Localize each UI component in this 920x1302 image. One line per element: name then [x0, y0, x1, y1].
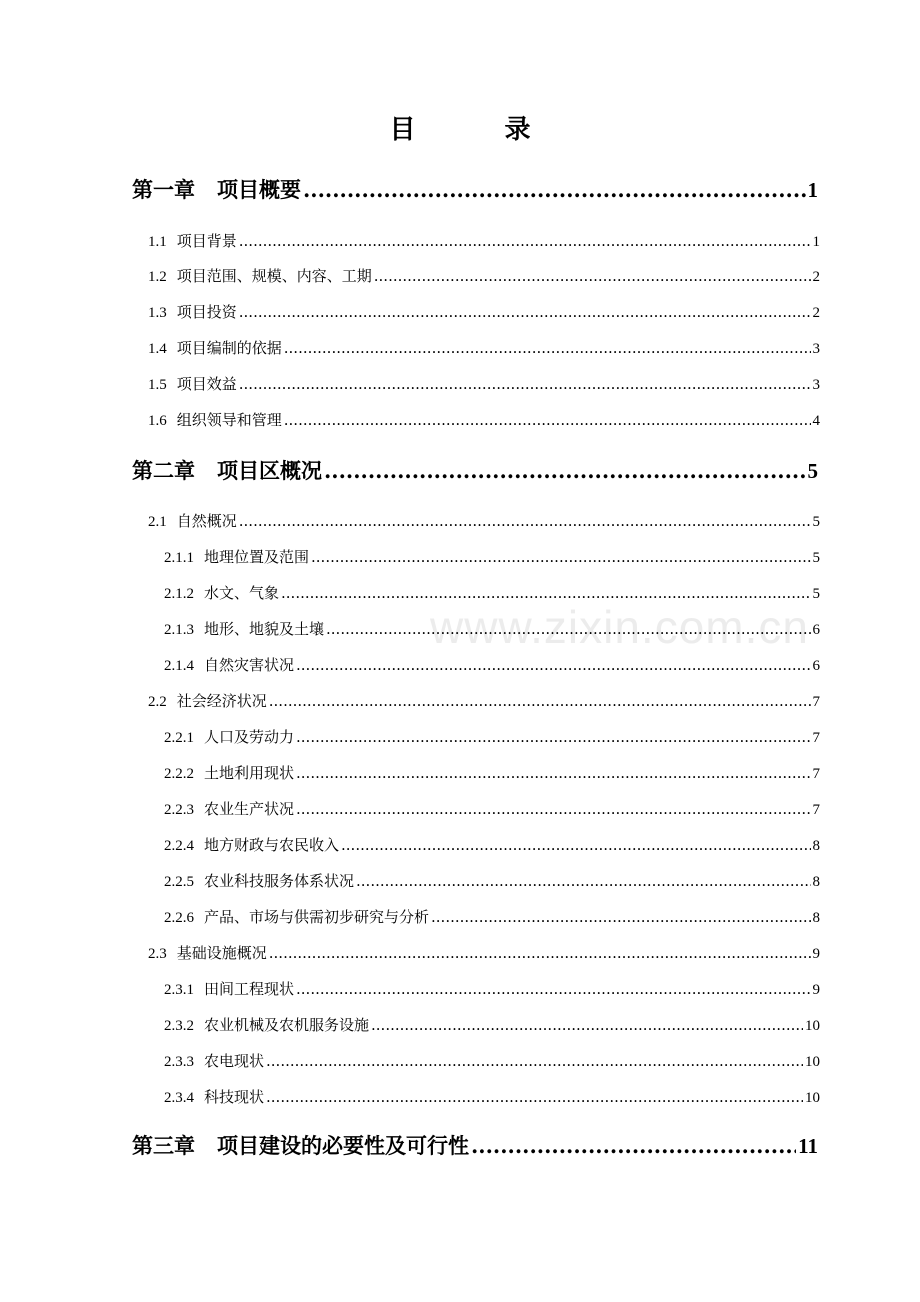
- toc-entry-title: 科技现状: [204, 1088, 265, 1106]
- toc-page-number: 10: [805, 1018, 820, 1034]
- toc-entry-number: 2.1.4: [164, 658, 194, 674]
- toc-dot-leader: [266, 1049, 803, 1073]
- toc-entry-number: 1.6: [148, 413, 167, 429]
- toc-entry-title: 人口及劳动力: [204, 728, 295, 746]
- toc-dot-leader: [431, 905, 810, 929]
- toc-entry-number: 2.1.1: [164, 550, 194, 566]
- toc-subsection-entry[interactable]: [164, 545, 820, 569]
- toc-dot-leader: [326, 617, 810, 641]
- toc-page-number: 9: [812, 982, 820, 998]
- toc-dot-leader: [269, 941, 811, 965]
- toc-entry-number: 1.2: [148, 269, 167, 285]
- toc-dot-leader: [371, 1013, 803, 1037]
- toc-dot-leader: [284, 408, 811, 432]
- toc-dot-leader: [296, 653, 810, 677]
- toc-entry-number: 2.2: [148, 694, 167, 710]
- toc-subsection-entry[interactable]: [164, 1085, 820, 1109]
- toc-section-entry[interactable]: [148, 372, 820, 396]
- toc-subsection-entry[interactable]: [164, 833, 820, 857]
- toc-entry-number: 2.2.1: [164, 730, 194, 746]
- toc-page-number: 5: [812, 514, 820, 530]
- toc-entry-title: 农业机械及农机服务设施: [204, 1016, 370, 1034]
- toc-page-number: 8: [812, 910, 820, 926]
- toc-entry-title: 土地利用现状: [204, 764, 295, 782]
- toc-dot-leader: [239, 509, 811, 533]
- toc-entry-title: 项目编制的依据: [176, 339, 282, 357]
- toc-entry-number: 第二章: [132, 458, 195, 483]
- toc-dot-leader: [281, 581, 810, 605]
- toc-section-entry[interactable]: [148, 300, 820, 324]
- toc-entry-title: 组织领导和管理: [176, 411, 282, 429]
- toc-entry-number: 2.1.3: [164, 622, 194, 638]
- toc-entry-number: 2.1: [148, 514, 167, 530]
- toc-section-entry[interactable]: [148, 264, 820, 288]
- toc-subsection-entry[interactable]: [164, 617, 820, 641]
- toc-entry-number: 1.1: [148, 234, 167, 250]
- toc-entry-title: 项目投资: [176, 303, 237, 321]
- toc-dot-leader: [374, 264, 811, 288]
- toc-dot-leader: [284, 336, 811, 360]
- toc-entry-title: 项目背景: [176, 232, 237, 250]
- toc-dot-leader: [239, 300, 811, 324]
- toc-page-number: 7: [812, 802, 820, 818]
- toc-entry-title: 农业科技服务体系状况: [204, 872, 355, 890]
- toc-dot-leader: [296, 725, 810, 749]
- toc-dot-leader: [239, 229, 811, 253]
- toc-section-entry[interactable]: [148, 509, 820, 533]
- toc-entry-title: 项目概要: [217, 177, 301, 202]
- toc-page-number: 1: [807, 178, 818, 202]
- toc-section-entry[interactable]: [148, 336, 820, 360]
- toc-page-number: 9: [812, 946, 820, 962]
- toc-dot-leader: [266, 1085, 803, 1109]
- toc-entry-title: 基础设施概况: [176, 944, 267, 962]
- toc-page-number: 2: [812, 269, 820, 285]
- toc-page-number: 6: [812, 622, 820, 638]
- toc-entry-number: 1.4: [148, 341, 167, 357]
- toc-entry-number: 2.2.2: [164, 766, 194, 782]
- toc-subsection-entry[interactable]: [164, 905, 820, 929]
- toc-dot-leader: [269, 689, 811, 713]
- toc-section-entry[interactable]: [148, 689, 820, 713]
- toc-subsection-entry[interactable]: [164, 797, 820, 821]
- toc-title: 目 录: [389, 115, 571, 145]
- toc-page-number: 5: [812, 550, 820, 566]
- toc-entry-title: 自然概况: [176, 512, 237, 530]
- toc-subsection-entry[interactable]: [164, 653, 820, 677]
- toc-subsection-entry[interactable]: [164, 581, 820, 605]
- toc-entry-number: 1.3: [148, 305, 167, 321]
- toc-subsection-entry[interactable]: [164, 977, 820, 1001]
- toc-entry-title: 地方财政与农民收入: [204, 836, 340, 854]
- toc-page-number: 1: [812, 234, 820, 250]
- toc-entry-number: 2.1.2: [164, 586, 194, 602]
- toc-subsection-entry[interactable]: [164, 1049, 820, 1073]
- toc-dot-leader: [356, 869, 810, 893]
- toc-subsection-entry[interactable]: [164, 725, 820, 749]
- toc-dot-leader: [239, 372, 811, 396]
- toc-page-number: 7: [812, 694, 820, 710]
- toc-entry-title: 地理位置及范围: [204, 548, 310, 566]
- toc-entry-title: 项目效益: [176, 375, 237, 393]
- toc-page-number: 7: [812, 730, 820, 746]
- toc-section-entry[interactable]: [148, 941, 820, 965]
- toc-page-number: 4: [812, 413, 820, 429]
- toc-entry-number: 2.2.4: [164, 838, 194, 854]
- toc-dot-leader: [296, 797, 810, 821]
- toc-entry-number: 第一章: [132, 177, 195, 202]
- toc-entry-number: 2.2.6: [164, 910, 194, 926]
- toc-page-number: 3: [812, 341, 820, 357]
- toc-entry-number: 2.3.2: [164, 1018, 194, 1034]
- toc-page-number: 8: [812, 838, 820, 854]
- toc-dot-leader: [311, 545, 810, 569]
- toc-subsection-entry[interactable]: [164, 1013, 820, 1037]
- toc-page-number: 3: [812, 377, 820, 393]
- toc-chapter-entry[interactable]: [132, 1131, 818, 1161]
- toc-page-number: 10: [805, 1054, 820, 1070]
- toc-entry-title: 自然灾害状况: [204, 656, 295, 674]
- toc-entry-title: 地形、地貌及土壤: [204, 620, 325, 638]
- toc-entry-number: 2.3.4: [164, 1090, 194, 1106]
- toc-entry-title: 产品、市场与供需初步研究与分析: [204, 908, 430, 926]
- toc-entry-title: 农电现状: [204, 1052, 265, 1070]
- toc-entry-number: 1.5: [148, 377, 167, 393]
- toc-page-number: 7: [812, 766, 820, 782]
- toc-dot-leader: [303, 175, 806, 205]
- watermark: www.zixin.com.cn: [430, 601, 809, 653]
- toc-page-number: 6: [812, 658, 820, 674]
- toc-section-entry[interactable]: [148, 229, 820, 253]
- toc-page-number: 5: [812, 586, 820, 602]
- toc-dot-leader: [341, 833, 810, 857]
- toc-chapter-entry[interactable]: [132, 175, 818, 205]
- toc-entry-number: 2.2.5: [164, 874, 194, 890]
- toc-entry-number: 2.2.3: [164, 802, 194, 818]
- toc-page-number: 8: [812, 874, 820, 890]
- toc-entry-title: 田间工程现状: [204, 980, 295, 998]
- toc-dot-leader: [296, 977, 810, 1001]
- toc-entry-number: 第三章: [132, 1133, 195, 1158]
- toc-subsection-entry[interactable]: [164, 761, 820, 785]
- toc-entry-title: 农业生产状况: [204, 800, 295, 818]
- toc-dot-leader: [296, 761, 810, 785]
- toc-page-number: 5: [807, 459, 818, 483]
- toc-entry-title: 社会经济状况: [176, 692, 267, 710]
- toc-page-number: 2: [812, 305, 820, 321]
- toc-entry-title: 项目区概况: [217, 458, 322, 483]
- toc-entry-title: 水文、气象: [204, 584, 280, 602]
- toc-section-entry[interactable]: [148, 408, 820, 432]
- toc-entry-number: 2.3.3: [164, 1054, 194, 1070]
- toc-page-number: 10: [805, 1090, 820, 1106]
- toc-dot-leader: [471, 1131, 796, 1161]
- toc-subsection-entry[interactable]: [164, 869, 820, 893]
- toc-entry-title: 项目建设的必要性及可行性: [217, 1133, 469, 1158]
- toc-chapter-entry[interactable]: [132, 456, 818, 486]
- toc-entry-title: 项目范围、规模、内容、工期: [176, 267, 372, 285]
- toc-dot-leader: [324, 456, 806, 486]
- toc-entry-number: 2.3: [148, 946, 167, 962]
- toc-page-number: 11: [798, 1134, 818, 1158]
- toc-entry-number: 2.3.1: [164, 982, 194, 998]
